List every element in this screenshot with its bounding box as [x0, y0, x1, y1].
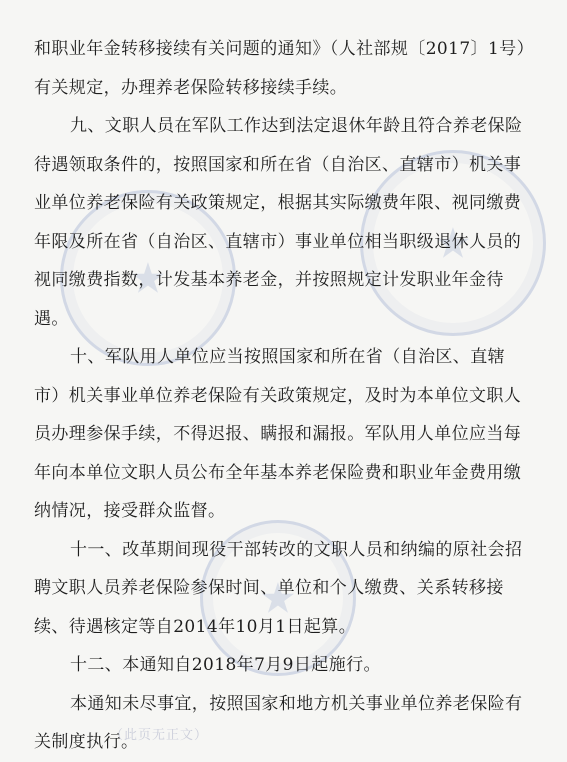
text-line: 聘文职人员养老保险参保时间、单位和个人缴费、关系转移接	[34, 578, 504, 598]
text-line: 纳情况，接受群众监督。	[34, 501, 226, 521]
bleed-through-text: （此页无正文）	[110, 728, 209, 743]
paragraph-9-line: 九、文职人员在军队工作达到法定退休年龄且符合养老保险	[70, 116, 523, 136]
text-line: 关制度执行。	[34, 732, 139, 752]
text-line: 业单位养老保险有关政策规定，根据其实际缴费年限、视同缴费	[34, 193, 522, 213]
text-line: 遇。	[34, 308, 69, 329]
paragraph-10-line: 十、军队用人单位应当按照国家和所在省（自治区、直辖	[70, 347, 505, 367]
text-line: 年向本单位文职人员公布全年基本养老保险费和职业年金费用缴	[34, 462, 522, 483]
text-line: 市）机关事业单位养老保险有关政策规定，及时为本单位文职人	[34, 385, 522, 406]
text-line: 和职业年金转移接续有关问题的通知》（人社部规〔2017〕1号）	[34, 39, 534, 59]
text-line: 员办理参保手续，不得迟报、瞒报和漏报。军队用人单位应当每	[34, 424, 522, 444]
document-body	[34, 30, 540, 762]
paragraph-12-line: 十二、本通知自2018年7月9日起施行。	[70, 655, 381, 675]
text-line: 年限及所在省（自治区、直辖市）事业单位相当职级退休人员的	[34, 231, 522, 252]
text-line: 续、待遇核定等自2014年10月1日起算。	[34, 616, 357, 637]
text-line: 有关规定，办理养老保险转移接续手续。	[34, 77, 348, 98]
text-line: 视同缴费指数，计发基本养老金，并按照规定计发职业年金待	[34, 270, 504, 290]
paragraph-11-line: 十一、改革期间现役干部转改的文职人员和纳编的原社会招	[70, 539, 523, 560]
closing-paragraph-line: 本通知未尽事宜，按照国家和地方机关事业单位养老保险有	[70, 693, 523, 714]
text-line: 待遇领取条件的，按照国家和所在省（自治区、直辖市）机关事	[34, 154, 522, 175]
